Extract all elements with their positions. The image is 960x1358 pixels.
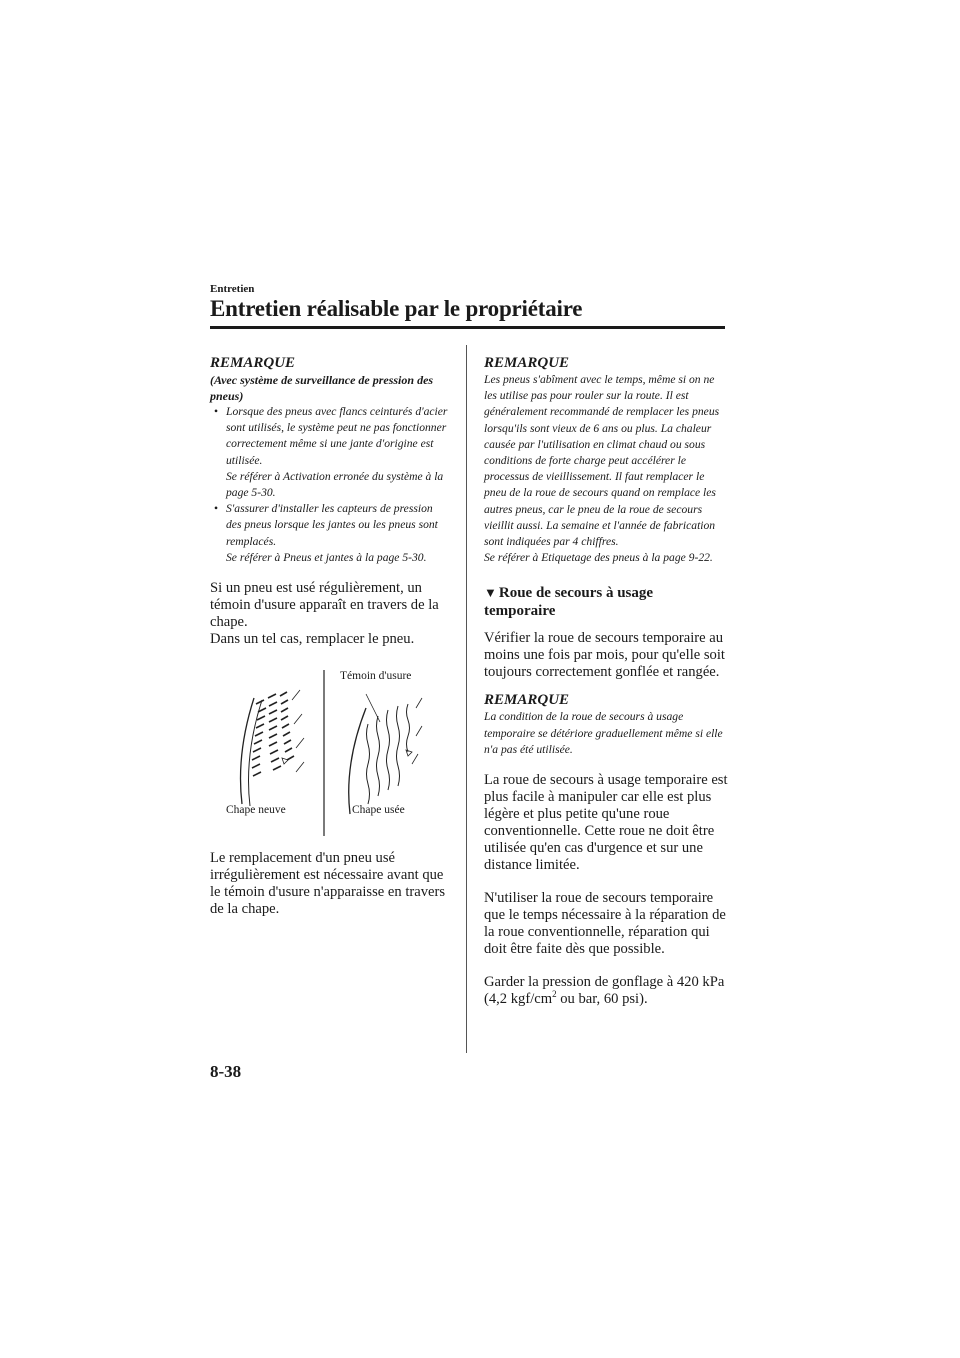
paragraph-spare-usage: La roue de secours à usage temporaire est plus facile à manipuler car elle est plus légère et plus petite qu'une roue conventionnelle. Cette roue ne doit être utilisée qu'en cas d'urgence et sur une distance limitée.: [484, 772, 728, 874]
paragraph-replace: Dans un tel cas, remplacer le pneu.: [210, 631, 415, 648]
bullet-item: [210, 404, 450, 501]
pressure-text-end: ou bar, 60 psi).: [556, 991, 648, 1008]
remarque-text: La condition de la roue de secours à usage temporaire se détériore graduellement même si elle n'a pas été utilisée.: [484, 710, 723, 756]
page-title: Entretien réalisable par le propriétaire: [210, 296, 583, 321]
paragraph-check-spare: Vérifier la roue de secours temporaire au moins une fois par mois, pour qu'elle soit toujours correctement gonflée et rangée.: [484, 630, 725, 681]
bullet-text: S'assurer d'installer les capteurs de pression des pneus lorsque les jantes ou les pneus sont remplacés.: [226, 502, 438, 548]
bullet-item: [210, 501, 450, 566]
tread-wear-figure: [210, 664, 450, 844]
remarque-heading: REMARQUE: [484, 692, 570, 709]
remarque-reference: Se référer à Etiquetage des pneus à la page 9-22.: [484, 551, 713, 565]
label-worn-tread: Chape usée: [352, 804, 405, 817]
paragraph-spare-duration: N'utiliser la roue de secours temporaire que le temps nécessaire à la réparation de la roue conventionnelle, réparation qui doit être faite dès que possible.: [484, 890, 726, 958]
bullet-reference: Se référer à Pneus et jantes à la page 5-30.: [226, 550, 427, 564]
remarque-bullets: [210, 404, 450, 566]
label-new-tread: Chape neuve: [226, 804, 286, 817]
section-label: Entretien: [210, 283, 255, 295]
superscript: 2: [552, 989, 557, 1000]
right-column: [484, 354, 728, 1008]
pressure-text: Garder la pression de gonflage à 420 kPa (4,2 kgf/cm: [484, 974, 725, 1008]
remarque-text: Les pneus s'abîment avec le temps, même si on ne les utilise pas pour rouler sur la route. Il est généralement recommandé de remplacer les pneus lorsqu'ils sont vieux de 6 ans ou plus. La chaleur causée par l'utilisation en climat chaud ou sous conditions de forte charge peut accélérer le processus de vieillissement. Il faut remplacer le pneu de la roue de secours quand on remplace les autres pneus, car le pneu de la roue de secours vieillit aussi. La semaine et l'année de fabrication sont indiquées par 4 chiffres.: [484, 373, 720, 549]
remarque-heading: REMARQUE: [484, 355, 570, 371]
triangle-marker-icon: ▼: [484, 585, 497, 601]
label-wear-indicator: Témoin d'usure: [340, 670, 412, 683]
subheading-text: Roue de secours à usage temporaire: [484, 585, 654, 620]
tread-illustration: [210, 664, 450, 844]
remarque-subtitle: (Avec système de surveillance de pression des pneus): [210, 373, 434, 403]
bullet-text: Lorsque des pneus avec flancs ceinturés d'acier sont utilisés, le système peut ne pas fonctionner correctement même si une jante d'origine est utilisée.: [226, 405, 448, 467]
bullet-icon: •: [214, 405, 219, 418]
bullet-icon: •: [214, 502, 219, 516]
left-column: [210, 354, 450, 918]
subheading-spare-wheel: [484, 584, 728, 620]
paragraph-wear-indicator: Si un pneu est usé régulièrement, un témoin d'usure apparaît en travers de la chape.: [210, 580, 439, 631]
column-divider: [466, 345, 467, 1053]
page-number: 8-38: [210, 1062, 242, 1081]
title-rule: [210, 326, 725, 329]
paragraph-irregular-wear: Le remplacement d'un pneu usé irrégulièrement est nécessaire avant que le témoin d'usure n'apparaisse en travers de la chape.: [210, 850, 446, 918]
remarque-heading: REMARQUE: [210, 355, 296, 371]
paragraph-spare-pressure: [484, 974, 728, 1008]
bullet-reference: Se référer à Activation erronée du système à la page 5-30.: [226, 469, 444, 500]
